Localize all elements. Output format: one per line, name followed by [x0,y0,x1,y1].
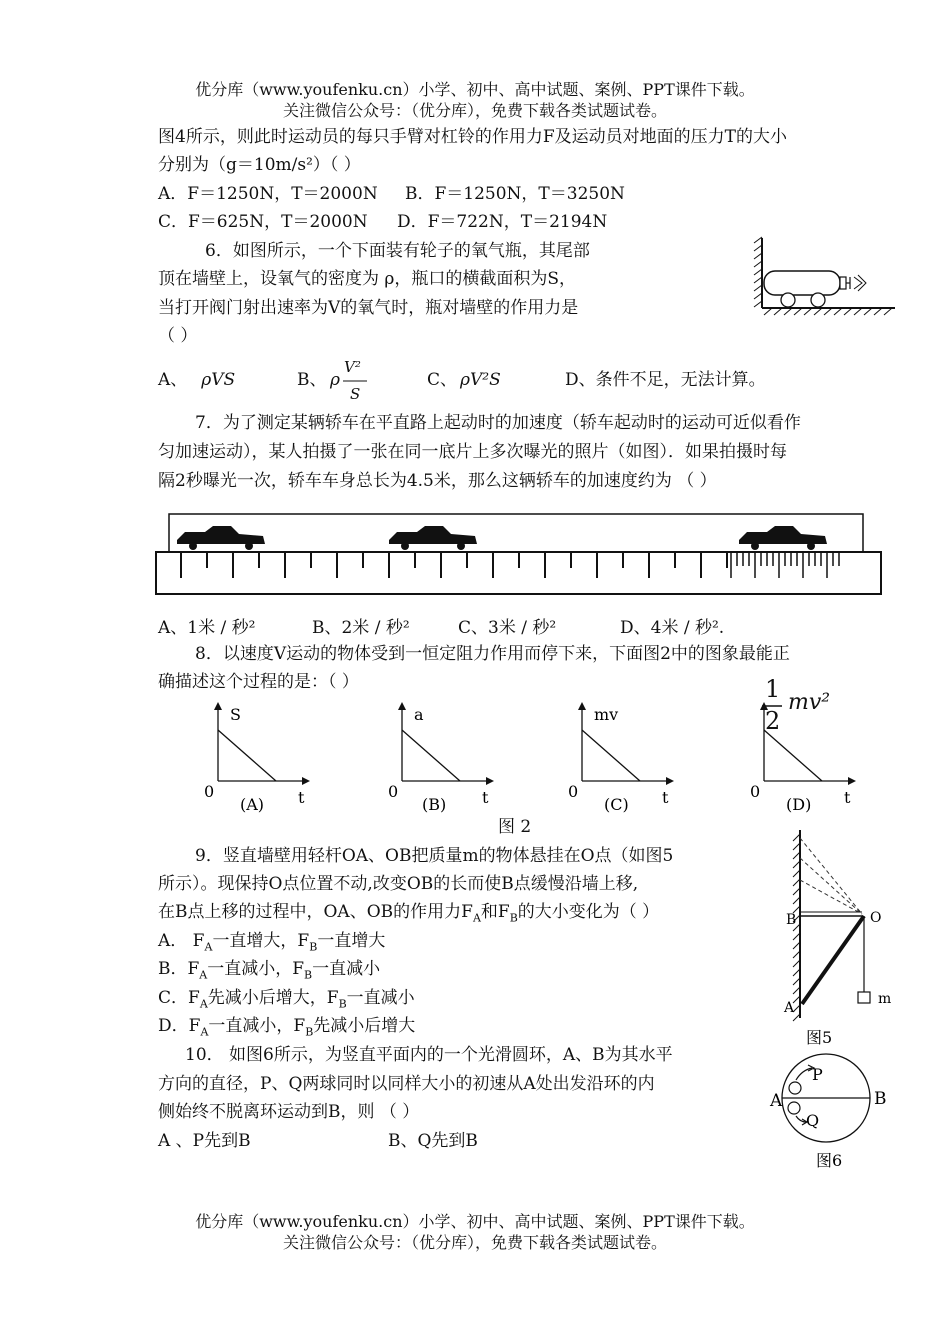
fig5-label-b: B [786,912,797,928]
graph-c-caption: (C) [604,795,629,814]
footer-line-1: 优分库（www.youfenku.cn）小学、初中、高中试题、案例、PPT课件下载。 [195,1212,755,1231]
graph-b-caption: (B) [422,795,447,814]
graph-d-xlabel: t [844,788,851,807]
q5-line-2: 分别为（g＝10m/s²）（ ） [158,155,361,175]
fig6-caption: 图6 [816,1151,843,1170]
q6-option-b-denominator: S [350,385,361,403]
wall-hatch-line [793,888,800,895]
q7-option-c: C、3米 / 秒² [458,618,557,638]
q9-option-a: A． $F_A$一直增大，$F_B$一直增大 [158,931,386,954]
q6-option-b-label: B、 [297,370,327,390]
q9-option-c: C．$F_A$先减小后增大，$F_B$一直减小 [158,988,415,1011]
q7-line-2: 匀加速运动），某人拍摄了一张在同一底片上多次曝光的照片（如图）．如果拍摄时每 [158,442,787,462]
graph-d-ylabel-denominator: 2 [765,707,781,735]
graph-c-ylabel: mv [594,705,619,724]
q7-line-1: 7．为了测定某辆轿车在平直路上起动时的加速度（轿车起动时的运动可近似看作 [195,413,801,433]
q6-option-a-label: A、 [158,370,188,390]
wall-hatch-line [793,960,800,967]
wall-hatch-line [793,969,800,976]
fig6-label-p: P [812,1065,823,1084]
fig6-label-q: Q [806,1111,820,1130]
q6-option-b-numerator: V² [344,358,361,376]
fraction-bar [343,380,368,382]
q7-option-d: D、4米 / 秒². [620,618,725,638]
q6-line-4: （ ） [158,326,198,346]
graph-c-xlabel: t [662,788,669,807]
fig5-label-a: A [784,1000,795,1016]
q10-option-b: B、Q先到B [388,1131,478,1151]
q6-line-2: 顶在墙壁上，设氧气的密度为 ρ，瓶口的横截面积为S， [158,269,577,289]
graph-a-xlabel: t [298,788,305,807]
q9-line-3: 在B点上移的过程中，OA、OB的作用力$F_A$和$F_B$的大小变化为（ ） [158,902,660,925]
q6-option-a-expr: ρVS [201,370,236,390]
q5-option-d: D．F＝722N，T＝2194N [397,212,608,232]
q10-option-a: A 、P先到B [158,1131,251,1151]
q7-option-a: A、1米 / 秒² [158,618,256,638]
graph-a [200,700,320,815]
graph-a-caption: (A) [240,795,265,814]
figure-6 [766,1050,896,1175]
header-line-2: 关注微信公众号：（优分库），免费下载各类试题试卷。 [282,101,667,120]
graph-b-ylabel: a [414,705,424,724]
graph-d-caption: (D) [786,795,812,814]
graph-d-origin: 0 [750,782,761,801]
graph-d-ylabel-numerator: 1 [765,675,781,703]
fig6-label-b: B [874,1089,887,1109]
graph-a-ylabel: S [230,705,241,724]
wall-hatch-line [793,843,800,850]
wall-hatch-line [793,834,800,841]
q5-line-1: 图4所示，则此时运动员的每只手臂对杠铃的作用力F及运动员对地面的压力T的大小 [158,127,787,147]
wall-hatch-line [793,987,800,994]
wall-hatch-line [793,951,800,958]
q5-option-b: B．F＝1250N，T＝3250N [405,184,625,204]
wall-hatch-line [793,870,800,877]
q9-line-1: 9．竖直墙壁用轻杆OA、OB把质量m的物体悬挂在O点（如图5 [195,846,674,866]
q5-option-c: C．F＝625N，T＝2000N [158,212,368,232]
wall-hatch-line [793,852,800,859]
q8-line-1: 8．以速度V运动的物体受到一恒定阻力作用而停下来，下面图2中的图象最能正 [195,644,790,664]
q9-option-d: D．$F_A$一直减小，$F_B$先减小后增大 [158,1016,416,1039]
wall-hatch-line [793,861,800,868]
fig6-label-a: A [770,1091,783,1111]
q6-line-1: 6．如图所示，一个下面装有轮子的氧气瓶，其尾部 [205,241,590,261]
wall-hatch-line [793,978,800,985]
q10-line-2: 方向的直径，P、Q两球同时以同样大小的初速从A处出发沿环的内 [158,1074,655,1094]
q9-line-2: 所示）。现保持O点位置不动,改变OB的长而使B点缓慢沿墙上移, [158,874,639,894]
q5-option-a: A．F＝1250N，T＝2000N [158,184,378,204]
q6-line-3: 当打开阀门射出速率为V的氧气时，瓶对墙壁的作用力是 [158,298,579,318]
wall-hatch-line [793,897,800,904]
fig5-caption: 图5 [806,1028,833,1047]
car-exposure-figure [155,510,883,600]
graph-b-origin: 0 [388,782,399,801]
figure-5 [776,828,896,1048]
wall-hatch-line [793,942,800,949]
q6-option-d: D、条件不足，无法计算。 [565,370,766,390]
q6-option-b-rho: ρ [330,370,340,390]
figure-2-caption: 图 2 [498,817,532,837]
q9-option-b: B．$F_A$一直减小，$F_B$一直减小 [158,959,381,982]
wall-hatch-line [793,933,800,940]
q8-line-2: 确描述这个过程的是：（ ） [158,672,359,692]
wall-hatch-line [793,879,800,886]
oxygen-tank-figure [750,233,900,323]
graph-c-origin: 0 [568,782,579,801]
q7-option-b: B、2米 / 秒² [312,618,410,638]
graph-c [564,700,684,815]
graph-d [746,700,866,815]
graph-b-xlabel: t [482,788,489,807]
q7-line-3: 隔2秒曝光一次，轿车车身总长为4.5米，那么这辆轿车的加速度约为 （ ） [158,471,717,491]
q10-line-3: 侧始终不脱离环运动到B，则 （ ） [158,1102,420,1122]
header-line-1: 优分库（www.youfenku.cn）小学、初中、高中试题、案例、PPT课件下载。 [195,80,755,99]
graph-d-ylabel-expr: mv² [788,690,831,715]
fig5-label-o: O [870,910,882,926]
fig5-label-m: m [878,991,892,1007]
q10-line-1: 10． 如图6所示，为竖直平面内的一个光滑圆环，A、B为其水平 [185,1045,673,1065]
graph-a-origin: 0 [204,782,215,801]
q6-option-a [158,369,235,391]
footer-line-2: 关注微信公众号：（优分库），免费下载各类试题试卷。 [282,1233,667,1252]
graph-b [384,700,504,815]
q6-option-c-label: C、 [427,370,458,390]
q6-option-c-expr: ρV²S [460,370,501,390]
